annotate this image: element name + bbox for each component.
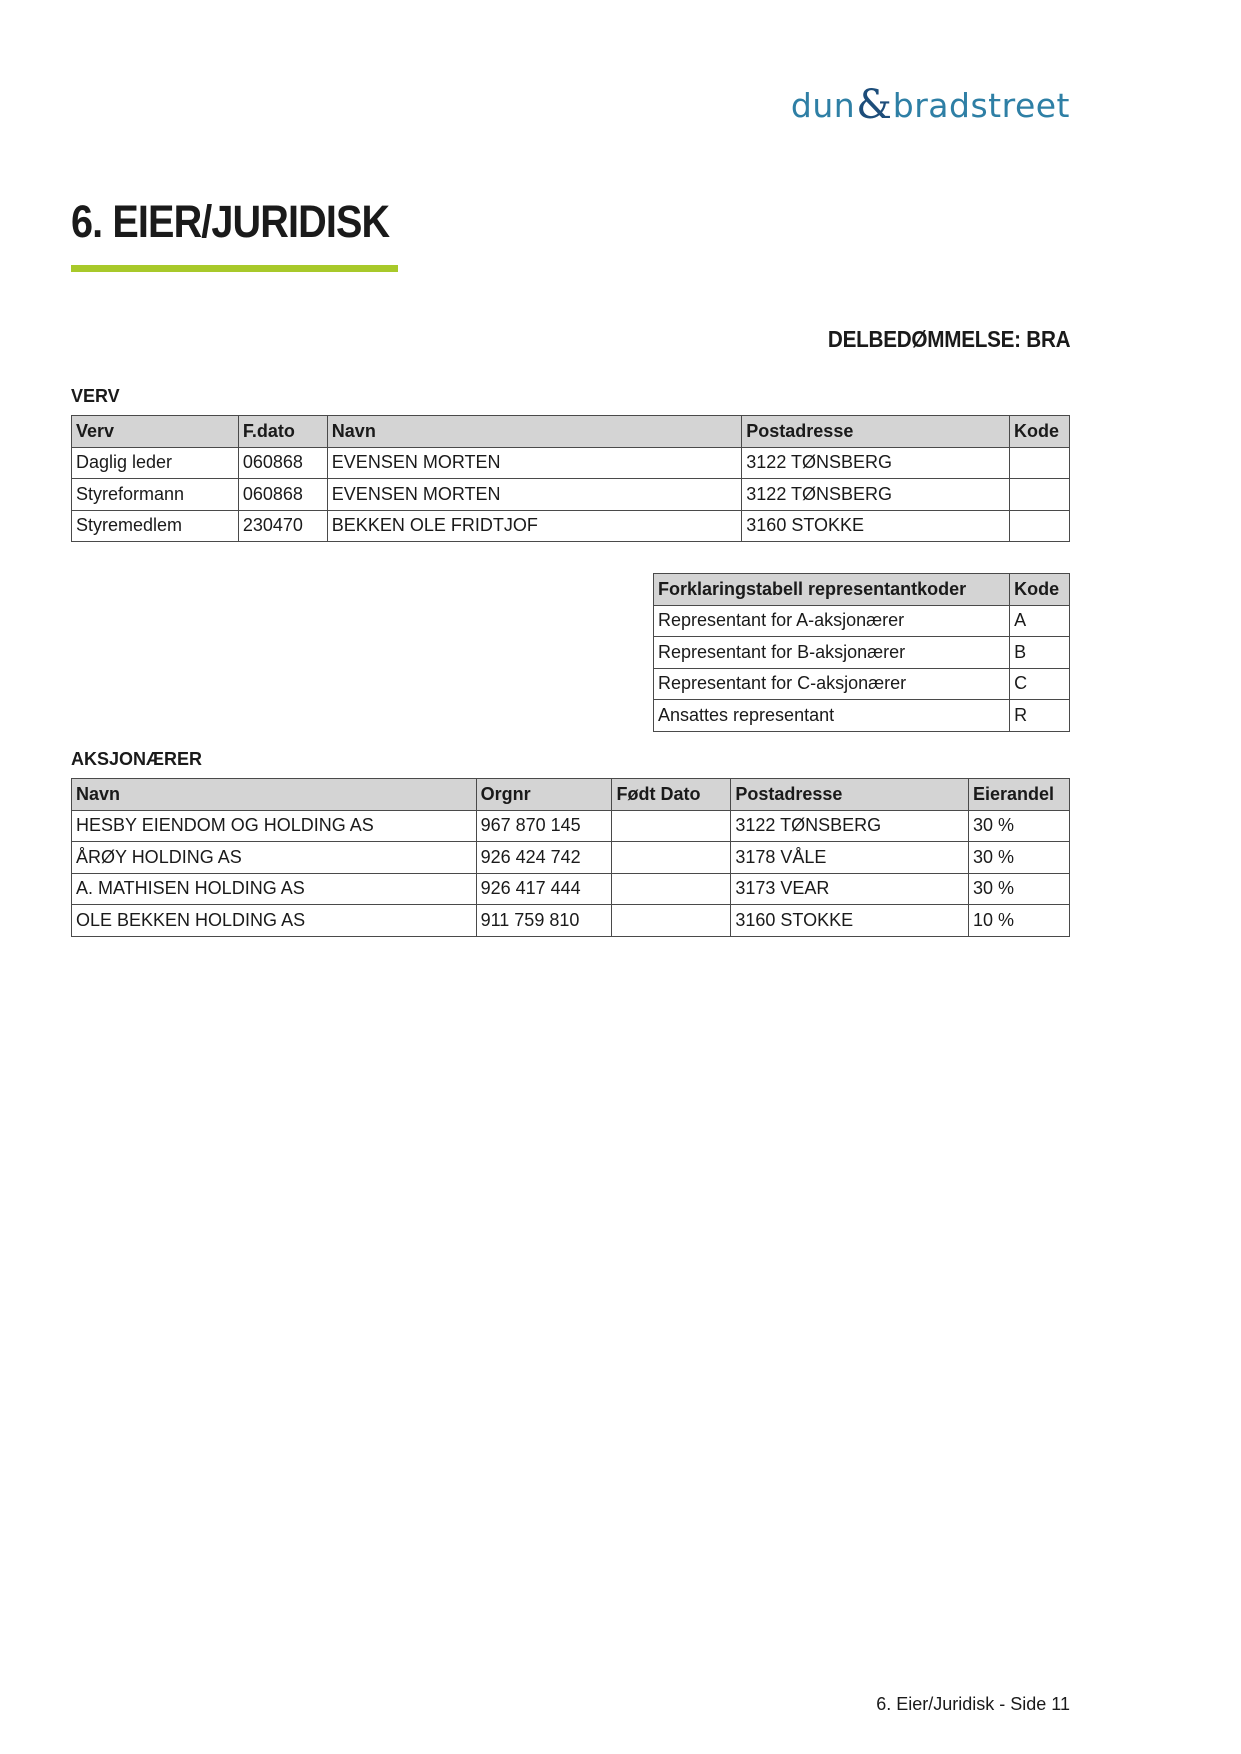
table-cell: 10 %: [969, 905, 1070, 937]
table-row: [72, 905, 1070, 937]
table-cell: 30 %: [969, 873, 1070, 905]
table-cell: B: [1010, 637, 1070, 669]
table-header-row: [72, 416, 1070, 448]
table-cell: 967 870 145: [476, 810, 612, 842]
table-cell: C: [1010, 668, 1070, 700]
column-header: Postadresse: [742, 416, 1010, 448]
column-header: Kode: [1009, 416, 1069, 448]
table-cell: [612, 810, 731, 842]
table-cell: Representant for A-aksjonærer: [654, 605, 1010, 637]
column-header: Postadresse: [731, 779, 969, 811]
table-cell: BEKKEN OLE FRIDTJOF: [327, 510, 741, 542]
logo-ampersand: &: [856, 82, 892, 128]
column-header: Navn: [327, 416, 741, 448]
table-cell: 3122 TØNSBERG: [742, 479, 1010, 511]
table-cell: 30 %: [969, 810, 1070, 842]
table-cell: [1009, 510, 1069, 542]
table-cell: OLE BEKKEN HOLDING AS: [72, 905, 477, 937]
table-cell: 3122 TØNSBERG: [742, 447, 1010, 479]
table-cell: [1009, 479, 1069, 511]
table-cell: EVENSEN MORTEN: [327, 479, 741, 511]
table-cell: [612, 842, 731, 874]
table-cell: [1009, 447, 1069, 479]
column-header: Født Dato: [612, 779, 731, 811]
table-cell: 3173 VEAR: [731, 873, 969, 905]
rating-heading: DELBEDØMMELSE: BRA: [827, 326, 1070, 352]
table-row: [72, 842, 1070, 874]
column-header: Kode: [1010, 574, 1070, 606]
table-cell: HESBY EIENDOM OG HOLDING AS: [72, 810, 477, 842]
table-cell: ÅRØY HOLDING AS: [72, 842, 477, 874]
table-cell: [612, 905, 731, 937]
logo-text-bradstreet: bradstreet: [892, 86, 1070, 125]
table-cell: 3122 TØNSBERG: [731, 810, 969, 842]
column-header: Verv: [72, 416, 239, 448]
verv-table: [71, 415, 1070, 542]
page-footer: 6. Eier/Juridisk - Side 11: [876, 1694, 1070, 1714]
logo-text-dun: dun: [790, 86, 856, 125]
table-header-row: [654, 574, 1070, 606]
table-cell: 3160 STOKKE: [731, 905, 969, 937]
table-cell: 3178 VÅLE: [731, 842, 969, 874]
table-cell: EVENSEN MORTEN: [327, 447, 741, 479]
table-cell: Ansattes representant: [654, 700, 1010, 732]
aksjonaerer-section-label: AKSJONÆRER: [71, 749, 203, 769]
column-header: F.dato: [238, 416, 327, 448]
column-header: Navn: [72, 779, 477, 811]
table-cell: Styreformann: [72, 479, 239, 511]
table-cell: 060868: [238, 447, 327, 479]
representative-code-table: [653, 573, 1070, 732]
table-cell: Styremedlem: [72, 510, 239, 542]
table-row: [72, 510, 1070, 542]
table-header-row: [72, 779, 1070, 811]
title-underline: [71, 265, 398, 272]
dun-bradstreet-logo: [790, 78, 1070, 128]
column-header: Forklaringstabell representantkoder: [654, 574, 1010, 606]
table-row: [72, 479, 1070, 511]
table-cell: A: [1010, 605, 1070, 637]
verv-section-label: VERV: [71, 386, 120, 406]
table-row: [72, 447, 1070, 479]
table-cell: R: [1010, 700, 1070, 732]
table-cell: 230470: [238, 510, 327, 542]
table-cell: [612, 873, 731, 905]
table-cell: 926 417 444: [476, 873, 612, 905]
table-cell: 30 %: [969, 842, 1070, 874]
table-cell: Daglig leder: [72, 447, 239, 479]
table-row: [654, 668, 1070, 700]
table-row: [654, 605, 1070, 637]
table-cell: 3160 STOKKE: [742, 510, 1010, 542]
table-cell: A. MATHISEN HOLDING AS: [72, 873, 477, 905]
table-cell: 911 759 810: [476, 905, 612, 937]
table-row: [654, 637, 1070, 669]
column-header: Eierandel: [969, 779, 1070, 811]
table-row: [72, 810, 1070, 842]
table-cell: Representant for B-aksjonærer: [654, 637, 1010, 669]
column-header: Orgnr: [476, 779, 612, 811]
aksjonaerer-table: [71, 778, 1070, 937]
table-row: [654, 700, 1070, 732]
table-cell: Representant for C-aksjonærer: [654, 668, 1010, 700]
table-cell: 060868: [238, 479, 327, 511]
table-row: [72, 873, 1070, 905]
table-cell: 926 424 742: [476, 842, 612, 874]
page-title: 6. EIER/JURIDISK: [71, 196, 390, 247]
